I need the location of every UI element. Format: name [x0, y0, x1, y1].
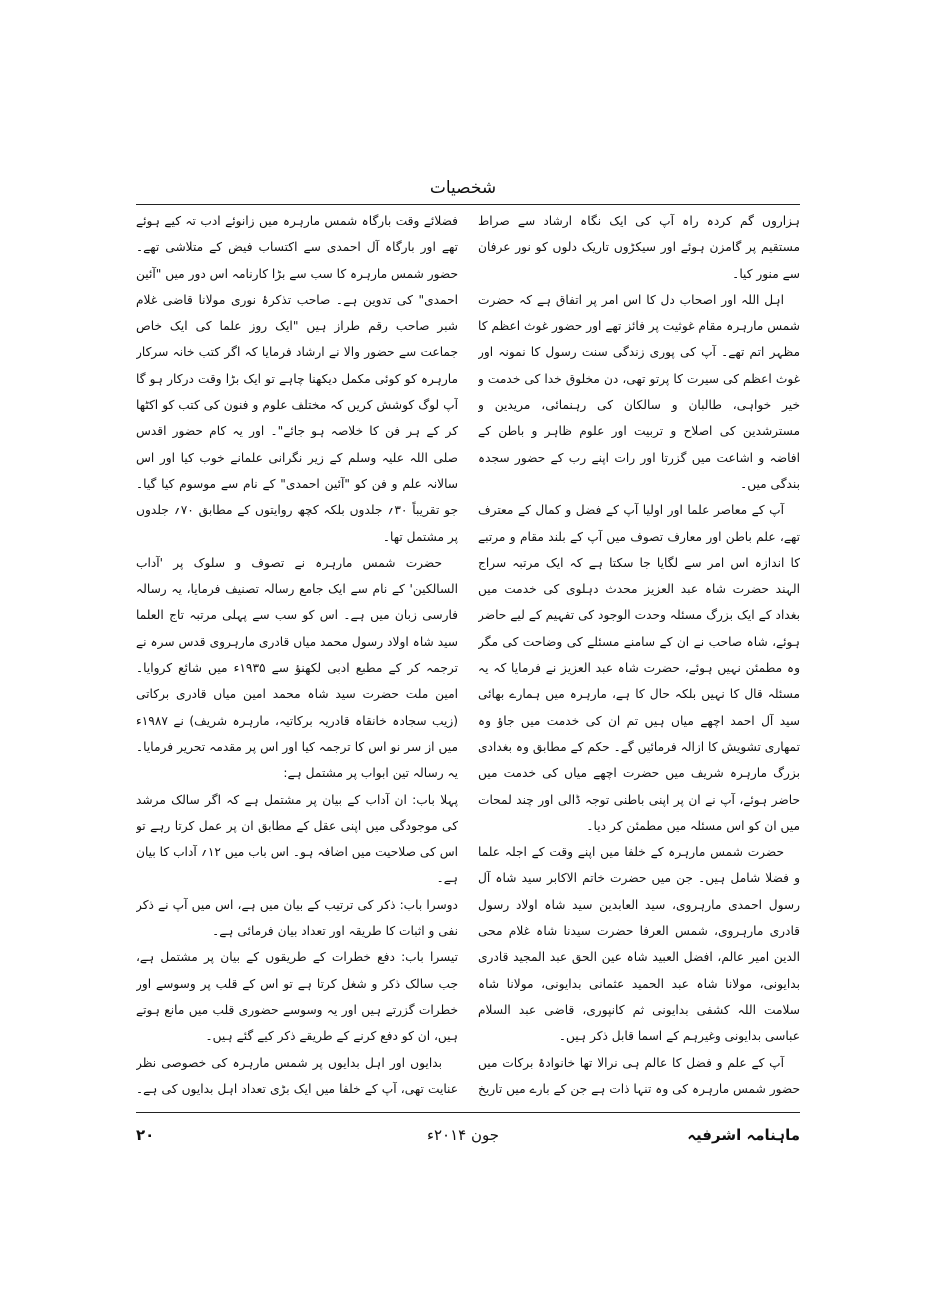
paragraph: آپ کے معاصر علما اور اولیا آپ کے فضل و کمال کے معترف تھے، علم باطن اور معارف تصوف میں آپ کے بلند مقام و مرتبے کا اندازہ اس امر سے لگایا جا سکتا ہے کہ ایک مرتبہ سراج الہند حضرت شاہ عبد العزیز محدث دہلوی کی خدمت میں بغداد کے ایک بزرگ مسئلہ وحدت الوجود کی تفہیم کے لیے حاضر ہوئے، شاہ صاحب نے ان کے سامنے مسئلے کی وضاحت کی مگر وہ مطمئن نہیں ہوئے، حضرت شاہ عبد العزیز نے فرمایا کہ یہ مسئلہ قال کا نہیں بلکہ حال کا ہے، مارہرہ میں ہمارے بھائی سید آل احمد اچھے میاں ہیں تم ان کی خدمت میں جاؤ وہ تمھاری تشویش کا ازالہ فرمائیں گے۔ حکم کے مطابق وہ بغدادی بزرگ مارہرہ شریف میں حضرت اچھے میاں کی خدمت میں حاضر ہوئے، آپ نے ان پر اپنی باطنی توجہ ڈالی اور چند لمحات میں ان کو اس مسئلہ میں مطمئن کر دیا۔ [478, 503, 800, 833]
paragraph: تیسرا باب: دفع خطرات کے طریقوں کے بیان پر مشتمل ہے، جب سالک ذکر و شغل کرتا ہے تو اس کے قلب پر وسوسے اور خطرات گزرتے ہیں اور یہ وسوسے حضوری قلب میں مانع ہوتے ہیں، ان کو دفع کرنے کے طریقے ذکر کیے گئے ہیں۔ [136, 950, 458, 1044]
left-column [136, 208, 458, 1106]
paragraph: اہل اللہ اور اصحاب دل کا اس امر پر اتفاق ہے کہ حضرت شمس مارہرہ مقام غوثیت پر فائز تھے اور حضور غوث اعظم کا مظہر اتم تھے۔ آپ کی پوری زندگی سنت رسول کا نمونہ اور غوث اعظم کی سیرت کا پرتو تھی، دن مخلوق خدا کی خدمت و خیر خواہی، طالبان و سالکان کی رہنمائی، مریدین و مسترشدین کی اصلاح و تربیت اور علوم ظاہر و باطن کے افاضہ و اشاعت میں گزرتا اور رات اپنے رب کے حضور سجدہ بندگی میں۔ [478, 292, 800, 491]
paragraph: دوسرا باب: ذکر کی ترتیب کے بیان میں ہے، اس میں آپ نے ذکر نفی و اثبات کا طریقہ اور تعداد بیان فرمائی ہے۔ [136, 897, 458, 939]
paragraph: بدایوں اور اہل بدایوں پر شمس مارہرہ کی خصوصی نظر عنایت تھی، آپ کے خلفا میں ایک بڑی تعداد اہل بدایوں کی ہے۔ [136, 1055, 458, 1096]
paragraph: آپ کے علم و فضل کا عالم ہی نرالا تھا خانوادۂ برکات میں حضور شمس مارہرہ کی وہ تنہا ذات ہے جن کے بارے میں تاریخ [478, 1055, 800, 1096]
paragraph: حضرت شمس مارہرہ کے خلفا میں اپنے وقت کے اجلہ علما و فضلا شامل ہیں۔ جن میں حضرت خاتم الاکابر سید شاہ آل رسول احمدی مارہروی، سید العابدین سید شاہ اولاد رسول قادری مارہروی، شمس العرفا حضرت سیدنا شاہ غلام محی الدین امیر عالم، افضل العبید شاہ عین الحق عبد المجید قادری بدایونی، مولانا شاہ عبد الحمید عثمانی بدایونی، مولانا شاہ سلامت اللہ کشفی بدایونی ثم کانپوری، قاضی عبد السلام عباسی بدایونی وغیرہم کے اسما قابل ذکر ہیں۔ [478, 845, 800, 1044]
page-number: ۲۰ [136, 1126, 155, 1144]
header-rule [136, 204, 800, 205]
footer-rule [136, 1112, 800, 1113]
magazine-title: ماہنامہ اشرفیہ [687, 1126, 800, 1144]
right-column [478, 208, 800, 1106]
running-title: شخصیات [429, 178, 497, 198]
issue-date: جون ۲۰۱۴ء [426, 1126, 500, 1144]
paragraph: ہزاروں گم کردہ راہ آپ کی ایک نگاہ ارشاد سے صراط مستقیم پر گامزن ہوئے اور سیکڑوں تاریک دلوں کو نور عرفان سے منور کیا۔ [478, 214, 800, 281]
paragraph: پہلا باب: ان آداب کے بیان پر مشتمل ہے کہ اگر سالک مرشد کی موجودگی میں اپنی عقل کے مطابق ان پر عمل کرتا رہے تو اس کی صلاحیت میں اضافہ ہو۔ اس باب میں ۱۲؍ آداب کا بیان ہے۔ [136, 792, 458, 886]
paragraph: فضلائے وقت بارگاہ شمس مارہرہ میں زانوئے ادب تہ کیے ہوئے تھے اور بارگاہ آل احمدی سے اکتساب فیض کے متلاشی تھے۔ حضور شمس مارہرہ کا سب سے بڑا کارنامہ اس دور میں "آئین احمدی" کی تدوین ہے۔ صاحب تذکرۂ نوری مولانا قاضی غلام شبر صاحب رقم طراز ہیں "ایک روز علما کی ایک خاص جماعت سے حضور والا نے ارشاد فرمایا کہ اگر کتب خانہ سرکار مارہرہ کو کوئی مکمل دیکھنا چاہے تو ایک بڑا وقت درکار ہو گا آپ لوگ کوشش کریں کہ مختلف علوم و فنون کی کتب کو اکٹھا کر کے ہر فن کا خلاصہ ہو جائے"۔ اور یہ کام حضور اقدس صلی اللہ علیہ وسلم کے زیر نگرانی علمانے خوب کیا اور اس سالانہ علم و فن کو "آئین احمدی" کے نام سے موسوم کیا گیا۔ جو تقریباً ۳۰؍ جلدوں بلکہ کچھ روایتوں کے مطابق ۷۰؍ جلدوں پر مشتمل تھا۔ [136, 214, 458, 544]
paragraph: حضرت شمس مارہرہ نے تصوف و سلوک پر 'آداب السالکین' کے نام سے ایک جامع رسالہ تصنیف فرمایا، یہ رسالہ فارسی زبان میں ہے۔ اس کو سب سے پہلی مرتبہ تاج العلما سید شاہ اولاد رسول محمد میاں قادری مارہروی قدس سرہ نے ترجمہ کر کے مطبع ادبی لکھنؤ سے ۱۹۳۵ء میں شائع کروایا۔ امین ملت حضرت سید شاہ محمد امین میاں قادری برکاتی (زیب سجادہ خانقاہ قادریہ برکاتیہ، مارہرہ شریف) نے ۱۹۸۷ء میں از سر نو اس کا ترجمہ کیا اور اس پر مقدمہ تحریر فرمایا۔ یہ رسالہ تین ابواب پر مشتمل ہے: [136, 555, 458, 781]
